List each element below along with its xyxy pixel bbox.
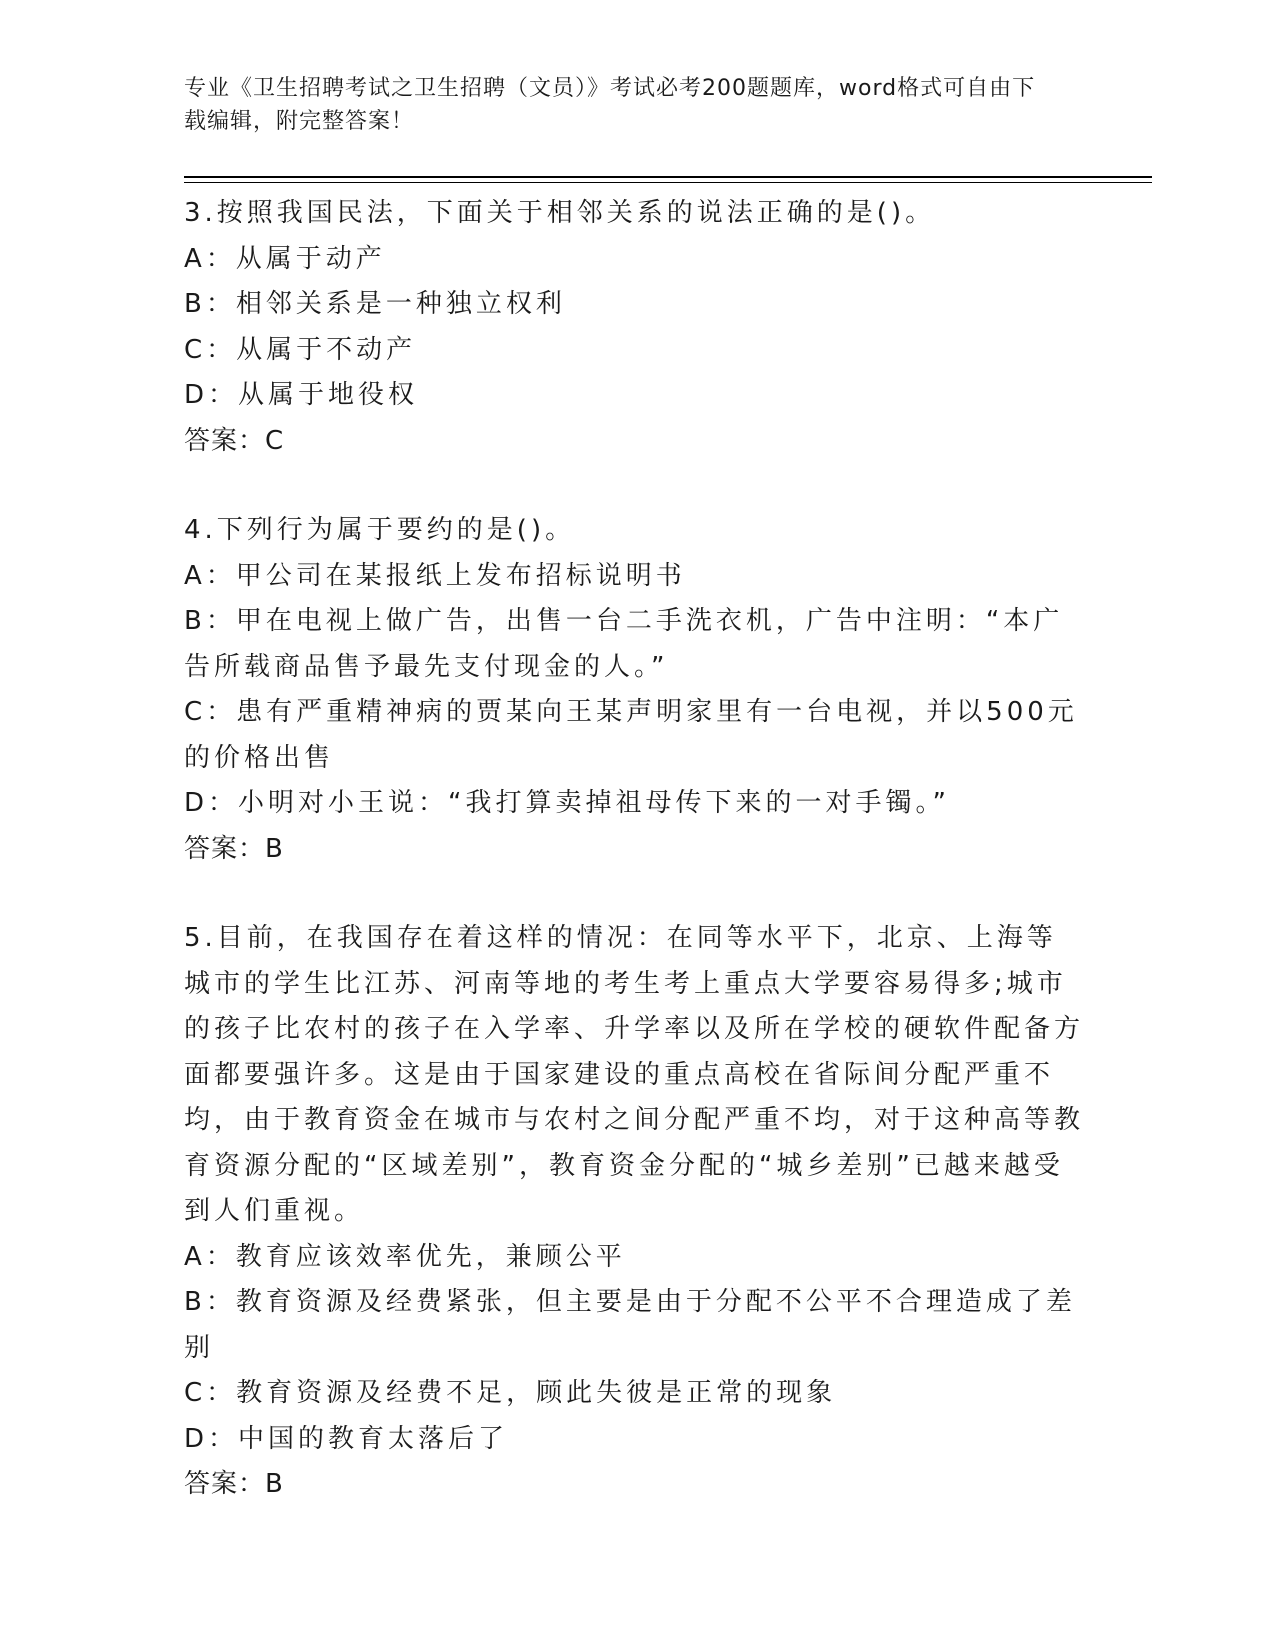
option-b: B：甲在电视上做广告，出售一台二手洗衣机，广告中注明：“本广告所载商品售予最先支付现金的人。” <box>184 606 1064 682</box>
question-3 <box>184 191 1084 464</box>
answer-line: 答案：C <box>184 425 285 456</box>
question-text: 5.目前，在我国存在着这样的情况：在同等水平下，北京、上海等城市的学生比江苏、河南等地的考生考上重点大学要容易得多;城市的孩子比农村的孩子在入学率、升学率以及所在学校的硬软件配备方面都要强许多。这是由于国家建设的重点高校在省际间分配严重不均，由于教育资金在城市与农村之间分配严重不均，对于这种高等教育资源分配的“区域差别”，教育资金分配的“城乡差别”已越来越受到人们重视。 <box>184 923 1085 1226</box>
document-header: 专业《卫生招聘考试之卫生招聘（文员）》考试必考200题题库，word格式可自由下载编辑，附完整答案！ <box>184 76 1036 134</box>
question-text: 4.下列行为属于要约的是()。 <box>184 515 576 545</box>
header-divider-thin <box>184 182 1152 183</box>
question-5 <box>184 916 1084 1508</box>
option-a: A：甲公司在某报纸上发布招标说明书 <box>184 560 686 591</box>
option-b: B：相邻关系是一种独立权利 <box>184 289 566 319</box>
option-d: D：中国的教育太落后了 <box>184 1423 509 1454</box>
question-text: 3.按照我国民法，下面关于相邻关系的说法正确的是()。 <box>184 198 936 228</box>
answer-line: 答案：B <box>184 1469 284 1499</box>
question-4 <box>184 508 1084 872</box>
option-b: B：教育资源及经费紧张，但主要是由于分配不公平不合理造成了差别 <box>184 1287 1076 1363</box>
option-a: A：教育应该效率优先，兼顾公平 <box>184 1241 626 1272</box>
answer-line: 答案：B <box>184 833 284 864</box>
option-c: C：患有严重精神病的贾某向王某声明家里有一台电视，并以500元的价格出售 <box>184 697 1078 773</box>
option-d: D：小明对小王说：“我打算卖掉祖母传下来的一对手镯。” <box>184 788 950 818</box>
option-c: C：教育资源及经费不足，顾此失彼是正常的现象 <box>184 1378 837 1408</box>
question-list <box>184 191 1084 1552</box>
option-a: A：从属于动产 <box>184 243 386 274</box>
header-divider-thick <box>184 176 1152 178</box>
option-d: D：从属于地役权 <box>184 380 419 410</box>
option-c: C：从属于不动产 <box>184 334 417 365</box>
